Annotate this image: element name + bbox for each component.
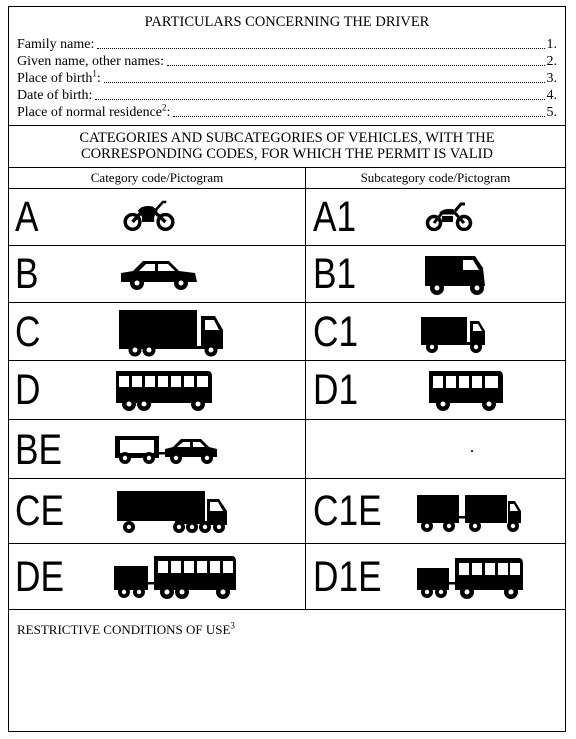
truck-icon xyxy=(117,308,227,358)
subcategory-code: D1 xyxy=(313,366,359,414)
field-number: 2. xyxy=(546,54,557,69)
column-divider xyxy=(305,167,306,610)
field-label: Place of normal residence$^2$: xyxy=(17,102,171,120)
dotted-leader xyxy=(97,47,544,49)
category-row-de xyxy=(9,544,565,610)
minibus-with-trailer-icon xyxy=(415,554,527,602)
category-code: CE xyxy=(15,487,64,535)
family-name-field xyxy=(17,35,557,52)
subcategory-code: C1 xyxy=(313,308,359,356)
light-truck-with-trailer-icon xyxy=(415,491,525,535)
light-motorcycle-icon xyxy=(425,201,473,231)
bus-icon xyxy=(114,367,214,413)
category-row-d xyxy=(9,361,565,420)
category-code: A xyxy=(15,193,39,241)
field-number: 5. xyxy=(546,105,557,120)
dotted-leader xyxy=(173,115,544,117)
given-name-field xyxy=(17,52,557,69)
bus-with-trailer-icon xyxy=(112,552,240,602)
categories-heading xyxy=(9,125,565,168)
subcategory-column-header: Subcategory code/Pictogram xyxy=(306,167,565,189)
subcategory-code: B1 xyxy=(313,250,357,298)
categories-heading-line2: CORRESPONDING CODES, FOR WHICH THE PERMIT IS VALID xyxy=(81,146,493,162)
articulated-truck-icon xyxy=(115,489,231,535)
minibus-icon xyxy=(427,367,505,413)
dotted-leader xyxy=(104,81,545,83)
subcategory-code: C1E xyxy=(313,487,382,535)
category-code: C xyxy=(15,308,41,356)
category-code: DE xyxy=(15,553,64,601)
field-number: 1. xyxy=(546,37,557,52)
category-code: BE xyxy=(15,426,63,474)
place-of-birth-field xyxy=(17,69,557,86)
category-code: D xyxy=(15,366,41,414)
light-truck-icon xyxy=(419,313,489,355)
dotted-leader xyxy=(167,64,545,66)
category-column-header: Category code/Pictogram xyxy=(9,167,305,189)
three-wheeler-icon xyxy=(423,252,489,298)
motorcycle-icon xyxy=(123,199,175,231)
field-number: 4. xyxy=(546,88,557,103)
driving-permit-page xyxy=(8,6,566,732)
print-speck xyxy=(471,450,473,452)
category-row-be xyxy=(9,420,565,479)
category-row-b xyxy=(9,246,565,303)
subcategory-code: D1E xyxy=(313,553,382,601)
category-row-ce xyxy=(9,479,565,544)
category-row-a xyxy=(9,189,565,246)
section-title: PARTICULARS CONCERNING THE DRIVER xyxy=(144,14,430,30)
subcategory-code: A1 xyxy=(313,193,357,241)
car-with-trailer-icon xyxy=(113,432,219,466)
field-label: Given name, other names: xyxy=(17,54,164,69)
category-row-c xyxy=(9,303,565,361)
category-code: B xyxy=(15,250,39,298)
place-of-residence-field xyxy=(17,103,557,120)
date-of-birth-field xyxy=(17,86,557,103)
car-icon xyxy=(119,258,199,292)
driver-particulars-section xyxy=(9,7,565,126)
field-label: Date of birth: xyxy=(17,88,93,103)
restrictive-conditions-label: RESTRICTIVE CONDITIONS OF USE$^3$ xyxy=(17,620,235,637)
field-label: Place of birth$^1$: xyxy=(17,68,101,86)
categories-heading-line1: CATEGORIES AND SUBCATEGORIES OF VEHICLES, WITH THE xyxy=(79,130,495,146)
field-label: Family name: xyxy=(17,37,95,52)
dotted-leader xyxy=(95,98,544,100)
field-number: 3. xyxy=(546,71,557,86)
